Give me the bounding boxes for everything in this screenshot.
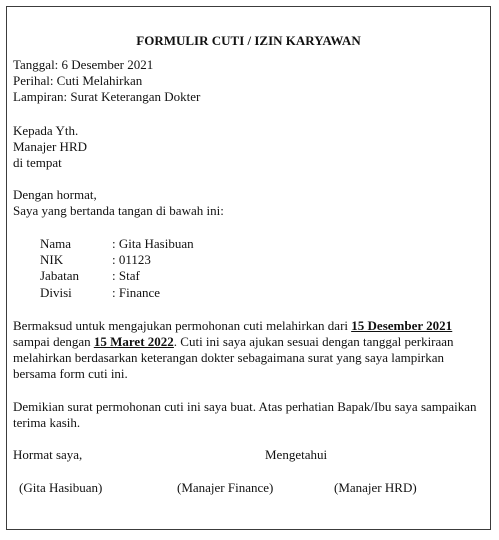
leave-start-date: 15 Desember 2021 <box>351 318 453 333</box>
employee-nik-label: NIK <box>40 252 64 267</box>
recipient-name: Manajer HRD <box>13 139 88 154</box>
attachment-line: Lampiran: Surat Keterangan Dokter <box>13 89 201 104</box>
employee-position-label: Jabatan <box>40 268 79 283</box>
body-paragraph-line-1 <box>13 318 452 334</box>
acknowledged-label: Mengetahui <box>265 447 328 462</box>
recipient-salutation: Kepada Yth. <box>13 123 79 138</box>
employee-division-label: Divisi <box>40 285 72 300</box>
regards-label: Hormat saya, <box>13 447 83 462</box>
employee-name-value: : Gita Hasibuan <box>112 236 194 251</box>
body-text: Bermaksud untuk mengajukan permohonan cuti melahirkan dari <box>13 318 352 333</box>
date-line: Tanggal: 6 Desember 2021 <box>13 57 154 72</box>
closing-paragraph-line-1: Demikian surat permohonan cuti ini saya buat. Atas perhatian Bapak/Ibu saya sampaikan <box>13 399 477 414</box>
employee-division-value: : Finance <box>112 285 161 300</box>
body-text: sampai dengan <box>13 334 94 349</box>
body-paragraph-line-4: bersama form cuti ini. <box>13 366 128 381</box>
signature-employee: (Gita Hasibuan) <box>19 480 103 495</box>
employee-position-value: : Staf <box>112 268 140 283</box>
recipient-place: di tempat <box>13 155 62 170</box>
signature-hrd-manager: (Manajer HRD) <box>334 480 417 495</box>
employee-name-label: Nama <box>40 236 72 251</box>
body-text: . Cuti ini saya ajukan sesuai dengan tanggal perkiraan <box>173 334 454 349</box>
leave-end-date: 15 Maret 2022 <box>93 334 174 349</box>
document-title: FORMULIR CUTI / IZIN KARYAWAN <box>136 33 361 48</box>
signature-finance-manager: (Manajer Finance) <box>177 480 274 495</box>
body-paragraph-line-3: melahirkan berdasarkan keterangan dokter sebagaimana surat yang saya lampirkan <box>13 350 444 365</box>
greeting: Dengan hormat, <box>13 187 97 202</box>
intro-line: Saya yang bertanda tangan di bawah ini: <box>13 203 224 218</box>
subject-line: Perihal: Cuti Melahirkan <box>13 73 143 88</box>
employee-nik-value: : 01123 <box>112 252 151 267</box>
closing-paragraph-line-2: terima kasih. <box>13 415 81 430</box>
body-paragraph-line-2 <box>13 334 454 350</box>
leave-form-document <box>6 6 491 530</box>
